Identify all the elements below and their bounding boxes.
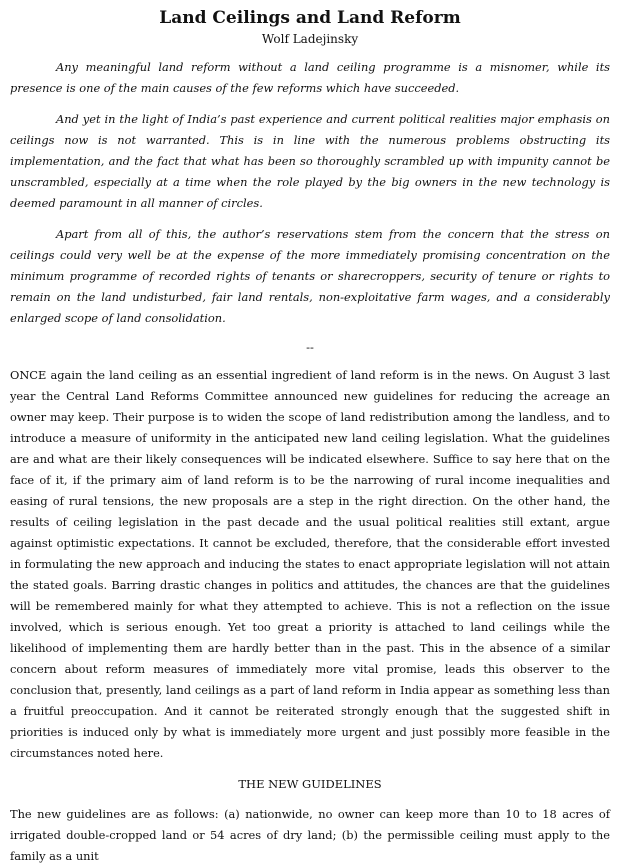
abstract-paragraph: Any meaningful land reform without a land ceiling programme is a misnomer, while its presence is one of the main causes of the few reforms which have succeeded. (10, 60, 610, 95)
abstract-paragraph: Apart from all of this, the author’s reservations stem from the concern that the stress on ceilings could very well be at the expense of the more immediately promising concentration on the minimum programme of recorded rights of tenants or sharecroppers, security of tenure or rights to remain on the land undisturbed, fair land rentals, non-exploitative farm wages, and a considerably enlarged scope of land consolidation. (10, 227, 610, 325)
article-author: Wolf Ladejinsky (261, 32, 359, 46)
section-separator: -- (306, 340, 314, 354)
abstract-paragraph: And yet in the light of India’s past experience and current political realities major emphasis on ceilings now is not warranted. This is in line with the numerous problems obstructing its implementation, and the fact that what has been so thoroughly scrambled up with impunity cannot be unscrambled, especially at a time when the role played by the big owners in the new technology is deemed paramount in all manner of circles. (10, 112, 610, 210)
section-heading: THE NEW GUIDELINES (238, 777, 382, 791)
body-paragraph: ONCE again the land ceiling as an essential ingredient of land reform is in the news. On August 3 last year the Central Land Reforms Committee announced new guidelines for reducing the acreage an owner may keep. Their purpose is to widen the scope of land redistribution among the landless, and to introduce a measure of uniformity in the anticipated new land ceiling legislation. What the guidelines are and what are their likely consequences will be indicated elsewhere. Suffice to say here that on the face of it, if the primary aim of land reform is to be the narrowing of rural income inequalities and easing of rural tensions, the new proposals are a step in the right direction. On the other hand, the results of ceiling legislation in the past decade and the usual political realities still extant, argue against optimistic expectations. It cannot be excluded, therefore, that the considerable effort invested in formulating the new approach and inducing the states to enact appropriate legislation will not attain the stated goals. Barring drastic changes in politics and attitudes, the chances are that the guidelines will be remembered mainly for what they attempted to achieve. This is not a reflection on the issue involved, which is serious enough. Yet too great a priority is attached to land ceilings while the likelihood of implementing them are hardly better than in the past. This in the absence of a similar concern about reform measures of immediately more vital promise, leads this observer to the conclusion that, presently, land ceilings as a part of land reform in India appear as something less than a fruitful preoccupation. And it cannot be reiterated strongly enough that the suggested shift in priorities is induced only by what is immediately more urgent and just possibly more feasible in the circumstances noted here. (10, 368, 610, 760)
article-body (10, 365, 610, 867)
abstract (10, 57, 610, 329)
article-title: Land Ceilings and Land Reform (159, 8, 461, 28)
body-paragraph: The new guidelines are as follows: (a) nationwide, no owner can keep more than 10 to 18 acres of irrigated double-cropped land or 54 acres of dry land; (b) the permissible ceiling must apply to the family as a unit (10, 807, 610, 863)
